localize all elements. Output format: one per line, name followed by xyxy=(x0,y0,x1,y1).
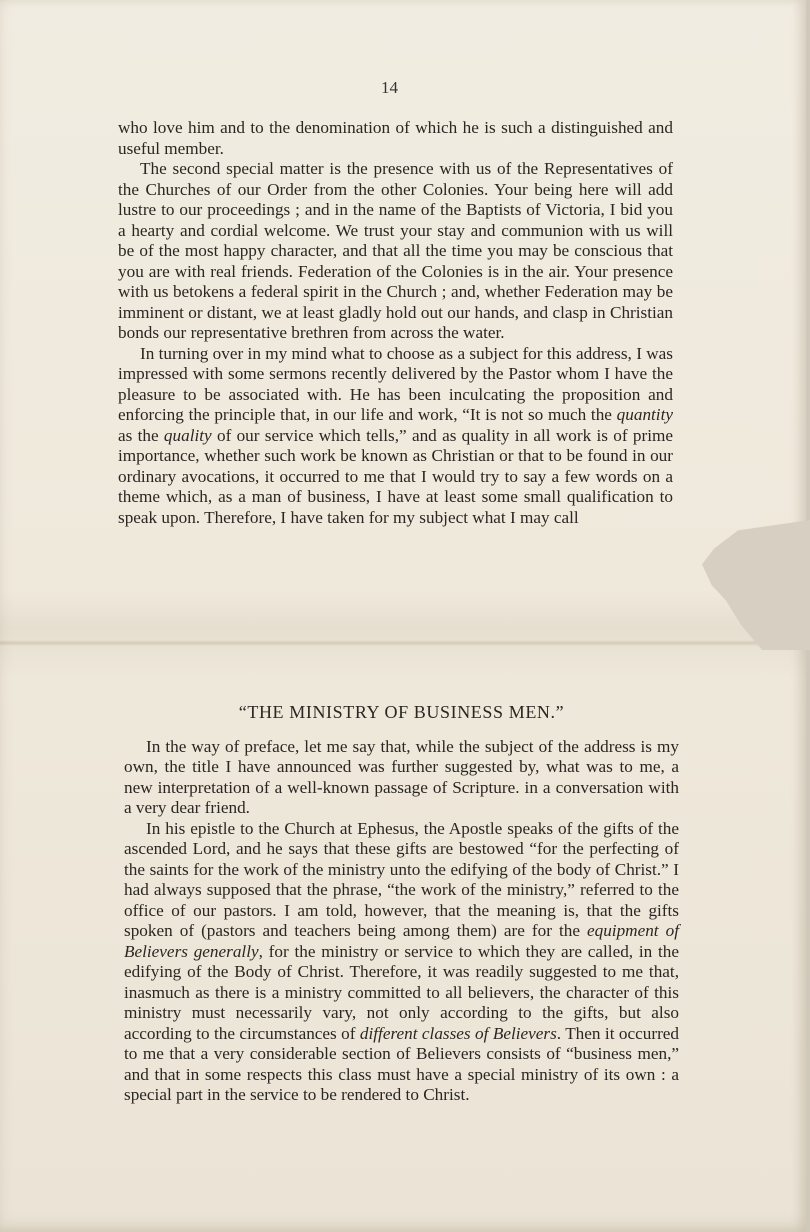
text-run: , for the ministry or service to which they are called, in the edifying of the Body of Christ. Therefore, it was readily suggested to me that, inasmuch as there is a ministry committed to all believers, the character of this ministry must necessarily vary, not only according to the gifts, but also according to the circumstances of xyxy=(124,941,679,1043)
italic-phrase: equipment of Believers generally xyxy=(124,921,679,961)
italic-phrase: quantity xyxy=(616,405,673,424)
text-run: who love him and to the denomination of which he is such a distinguished and useful member. xyxy=(118,118,673,158)
italic-phrase: quality xyxy=(163,425,212,445)
paragraph-ephesus xyxy=(124,819,679,1106)
italic-phrase: different classes of Believers xyxy=(359,1023,557,1043)
body-text-bottom xyxy=(124,684,679,1106)
torn-edge xyxy=(690,520,810,650)
text-run: as the xyxy=(118,425,164,445)
text-run: The second special matter is the presence with us of the Representatives of the Churches of our Order from the other Colonies. Your being here will add lustre to our proceedings ; and in the name of the Baptists of Victoria, I bid you a hearty and cordial welcome. We trust your stay and communion with us will be of the most happy character, and that all the time you may be conscious that you are with real friends. Federation of the Colonies is in the air. Your presence with us betokens a federal spirit in the Church ; and, whether Federation may be imminent or distant, we at least gladly hold out our hands, and clasp in Christian bonds our representative brethren from across the water. xyxy=(118,159,673,342)
page-fold-crease xyxy=(0,640,806,646)
text-run: In turning over in my mind what to choose as a subject for this address, I was impressed with some sermons recently delivered by the Pastor whom I have the pleasure to be associated with. He has been inculcating the proposition and enforcing the principle that, in our life and work, “It is not so much the xyxy=(118,343,673,424)
text-run: In his epistle to the Church at Ephesus, the Apostle speaks of the gifts of the ascended Lord, and he says that these gifts are bestowed “for the perfecting of the saints for the work of the ministry unto the edifying of the body of Christ.” I had always supposed that the phrase, “the work of the ministry,” referred to the office of our pastors. I am told, however, that the meaning is, that the gifts spoken of (pastors and teachers being among them) are for the xyxy=(124,818,679,940)
paragraph-subject-choice xyxy=(118,344,673,529)
paragraph-preface xyxy=(124,737,679,819)
page-number: 14 xyxy=(381,78,398,97)
text-run: In the way of preface, let me say that, while the subject of the address is my own, the title I have announced was further suggested by, what was to me, a new interpretation of a well-known passage of Scripture. in a conversation with a very dear friend. xyxy=(124,736,679,817)
body-text-top xyxy=(118,118,673,528)
text-run: . Then it occurred to me that a very considerable section of Believers consists of “business men,” and that in some respects this class must have a special ministry of its own : a special part in the service to be rendered to Christ. xyxy=(124,1023,680,1104)
section-heading: “THE MINISTRY OF BUSINESS MEN.” xyxy=(238,702,565,722)
paragraph-representatives xyxy=(118,159,673,344)
text-run: of our service which tells,” and as quality in all work is of prime importance, whether such work be known as Christian or that to be found in our ordinary avocations, it occurred to me that I would try to say a few words on a theme which, as a man of business, I have at least some small qualification to speak upon. Therefore, I have taken for my subject what I may call xyxy=(118,425,673,527)
paragraph-continued xyxy=(118,118,673,159)
